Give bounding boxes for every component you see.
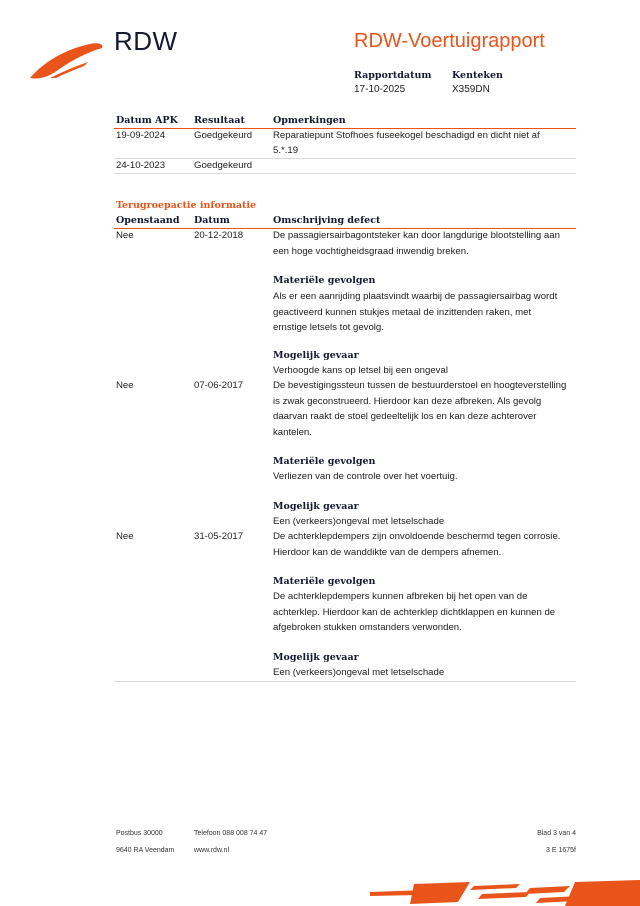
apk-row-1-opmerking: Reparatiepunt Stofhoes fuseekogel beschadigd en dicht niet af xyxy=(273,130,540,141)
rapportdatum-label: Rapportdatum xyxy=(354,70,432,81)
text-line: is zwak geconstrueerd. Hierdoor kan deze afbreken. Als gevolg xyxy=(273,395,542,407)
text-line: De achterklepdempers zijn onvoldoende beschermd tegen corrosie. xyxy=(273,531,561,542)
recall-3-openstaand: Nee xyxy=(116,531,134,542)
footer-code: 3 E 1675f xyxy=(546,847,576,854)
text-line: een hoge vochtigheidsgraad inwendig breken. xyxy=(273,245,469,257)
text-line: daarvan raakt de stoel gedeeltelijk los en kan deze achterover xyxy=(273,411,537,422)
text-line: geactiveerd kunnen stukjes metaal de inzittenden raken, met xyxy=(273,306,532,318)
recall-1-defect xyxy=(273,228,573,259)
recall-1-gevaar xyxy=(273,363,573,379)
text-line: ernstige letsels tot gevolg. xyxy=(273,322,384,333)
apk-row-1-opmerking-code: 5.*.19 xyxy=(273,145,299,156)
recall-2-defect xyxy=(273,378,573,440)
recall-1-openstaand: Nee xyxy=(116,230,134,241)
footer-web[interactable]: www.rdw.nl xyxy=(194,847,230,854)
apk-col-resultaat: Resultaat xyxy=(194,115,245,126)
recall-3-gevaar xyxy=(273,665,573,681)
recall-2-materiele-heading: Materiële gevolgen xyxy=(273,456,376,467)
text-line: De achterklepdempers kunnen afbreken bij het open van de xyxy=(273,591,528,602)
recall-1-materiele xyxy=(273,289,573,336)
recall-2-openstaand: Nee xyxy=(116,380,134,391)
recall-section-title: Terugroepactie informatie xyxy=(116,200,257,211)
apk-row-1-datum: 19-09-2024 xyxy=(116,130,166,141)
recall-2-gevaar-heading: Mogelijk gevaar xyxy=(273,501,359,512)
recall-2-materiele xyxy=(273,469,573,485)
recall-1-datum: 20-12-2018 xyxy=(194,230,244,241)
footer-postbus: Postbus 30000 xyxy=(116,830,163,837)
apk-row-1-resultaat: Goedgekeurd xyxy=(194,130,253,141)
report-title: RDW-Voertuigrapport xyxy=(354,30,545,52)
recall-3-materiele xyxy=(273,589,573,636)
text-line: Als er een aanrijding plaatsvindt waarbij de passagiersairbag wordt xyxy=(273,291,558,302)
recall-col-datum: Datum xyxy=(194,215,230,226)
text-line: Hierdoor kan de wanddikte van de dempers afnemen. xyxy=(273,546,502,558)
kenteken-label: Kenteken xyxy=(452,70,503,81)
recall-3-gevaar-heading: Mogelijk gevaar xyxy=(273,652,359,663)
recall-1-gevaar-heading: Mogelijk gevaar xyxy=(273,350,359,361)
text-line: De passagiersairbagontsteker kan door langdurige blootstelling aan xyxy=(273,230,560,241)
text-line: afgebroken stukken omstanders verwonden. xyxy=(273,622,462,633)
text-line: achterklep. Hierdoor kan de achterklep dichtklappen en kunnen de xyxy=(273,606,556,618)
footer-telefoon: Telefoon 088 008 74 47 xyxy=(194,830,268,837)
recall-col-openstaand: Openstaand xyxy=(116,215,180,226)
footer-adres: 9640 RA Veendam xyxy=(116,847,175,854)
apk-row-divider xyxy=(114,158,576,159)
text-line: De bevestigingssteun tussen de bestuurderstoel en hoogteverstelling xyxy=(273,380,567,391)
text-line: Verliezen van de controle over het voertuig. xyxy=(273,471,458,482)
brand-name: RDW xyxy=(114,26,178,56)
road-stripes-icon xyxy=(370,880,640,906)
recall-col-omschrijving: Omschrijving defect xyxy=(273,215,381,226)
recall-2-datum: 07-06-2017 xyxy=(194,380,244,391)
recall-3-materiele-heading: Materiële gevolgen xyxy=(273,576,376,587)
rapportdatum-value: 17-10-2025 xyxy=(354,84,406,95)
footer-blad: Blad 3 van 4 xyxy=(537,830,576,837)
apk-col-datum: Datum APK xyxy=(116,115,178,126)
recall-table-end xyxy=(114,681,576,682)
apk-row-2-resultaat: Goedgekeurd xyxy=(194,160,253,171)
text-line: kantelen. xyxy=(273,426,312,438)
recall-3-datum: 31-05-2017 xyxy=(194,531,244,542)
recall-3-defect xyxy=(273,529,573,560)
recall-1-materiele-heading: Materiële gevolgen xyxy=(273,275,376,286)
text-line: Een (verkeers)ongeval met letselschade xyxy=(273,667,445,678)
apk-table-end xyxy=(114,173,576,174)
text-line: Een (verkeers)ongeval met letselschade xyxy=(273,516,445,527)
text-line: Verhoogde kans op letsel bij een ongeval xyxy=(273,365,448,376)
kenteken-value: X359DN xyxy=(452,84,490,95)
recall-2-gevaar xyxy=(273,514,573,530)
apk-col-opmerkingen: Opmerkingen xyxy=(273,115,346,126)
apk-row-2-datum: 24-10-2023 xyxy=(116,160,166,171)
rdw-logo-icon xyxy=(28,40,106,82)
